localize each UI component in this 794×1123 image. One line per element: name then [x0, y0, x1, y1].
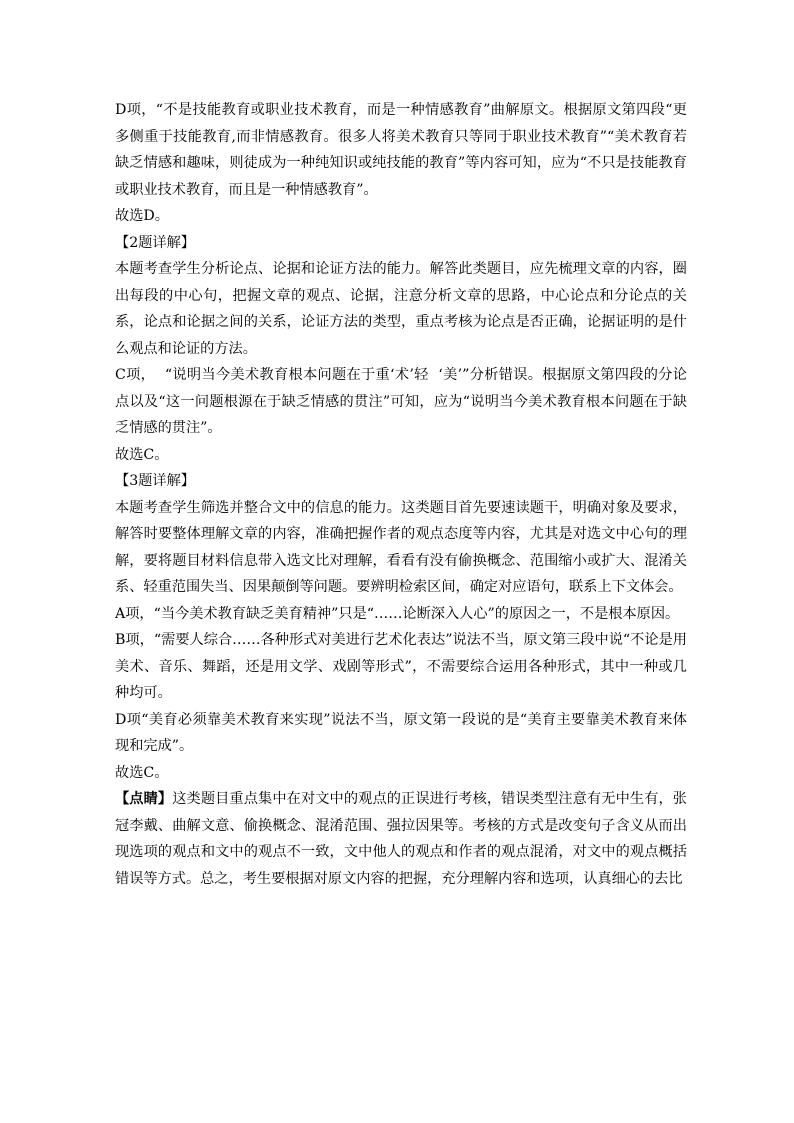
- answer-line-3: 故选C。: [115, 764, 169, 781]
- tip-text: 这类题目重点集中在对文中的观点的正误进行考核，错误类型注意有无中生有，张冠李戴、曲解文意、偷换概念、混淆范围、强拉因果等。考核的方式是改变句子含义从而出现选项的观点和文中的观点不一致，文中他人的观点和作者的观点混淆，对文中的观点概括错误等方式。总之，考生要根据对原文内容的把握，充分理解内容和选项，认真细心的去比: [115, 791, 687, 887]
- tip-paragraph: [115, 786, 687, 892]
- document-page: [115, 97, 687, 892]
- analysis-option-a-paragraph: A项，“当今美术教育缺乏美育精神”只是“……论断深入人心”的原因之一，不是根本原因。: [115, 605, 680, 622]
- section-heading-3: 【3题详解】: [115, 473, 195, 489]
- analysis-option-c-paragraph: C项， “说明当今美术教育根本问题在于重‘术’轻 ‘美’”分析错误。根据原文第四段的分论点以及“这一问题根源在于缺乏情感的贯注”可知，应为“说明当今美术教育根本问题在于缺乏情感的贯注”。: [115, 367, 687, 436]
- analysis-option-b-paragraph: B项，“需要人综合……各种形式对美进行艺术化表达”说法不当，原文第三段中说“不论是用美术、音乐、舞蹈，还是用文学、戏剧等形式”，不需要综合运用各种形式，其中一种或几种均可。: [115, 632, 687, 701]
- analysis-option-d2-paragraph: D项“美育必须靠美术教育来实现”说法不当，原文第一段说的是“美育主要靠美术教育来体现和完成”。: [115, 711, 687, 754]
- question-3-explanation: 本题考查学生筛选并整合文中的信息的能力。这类题目首先要速读题干，明确对象及要求，解答时要整体理解文章的内容，准确把握作者的观点态度等内容，尤其是对选文中心句的理解，要将题目材料信息带入选文比对理解，看看有没有偷换概念、范围缩小或扩大、混淆关系、轻重范围失当、因果颠倒等问题。要辨明检索区间，确定对应语句，联系上下文体会。: [115, 499, 687, 595]
- analysis-option-d-paragraph: D项，“不是技能教育或职业技术教育，而是一种情感教育”曲解原文。根据原文第四段“更多侧重于技能教育,而非情感教育。很多人将美术教育只等同于职业技术教育”“美术教育若缺乏情感和趣味，则徒成为一种纯知识或纯技能的教育”等内容可知，应为“不只是技能教育或职业技术教育，而且是一种情感教育”。: [115, 102, 687, 198]
- question-2-explanation: 本题考查学生分析论点、论据和论证方法的能力。解答此类题目，应先梳理文章的内容，圈出每段的中心句，把握文章的观点、论据，注意分析文章的思路，中心论点和分论点的关系，论点和论据之间的关系，论证方法的类型，重点考核为论点是否正确，论据证明的是什么观点和论证的方法。: [115, 261, 687, 357]
- tip-label: 【点睛】: [115, 791, 173, 807]
- section-heading-2: 【2题详解】: [115, 234, 195, 251]
- answer-line-2: 故选C。: [115, 446, 169, 463]
- answer-line-1: 故选D。: [115, 208, 169, 224]
